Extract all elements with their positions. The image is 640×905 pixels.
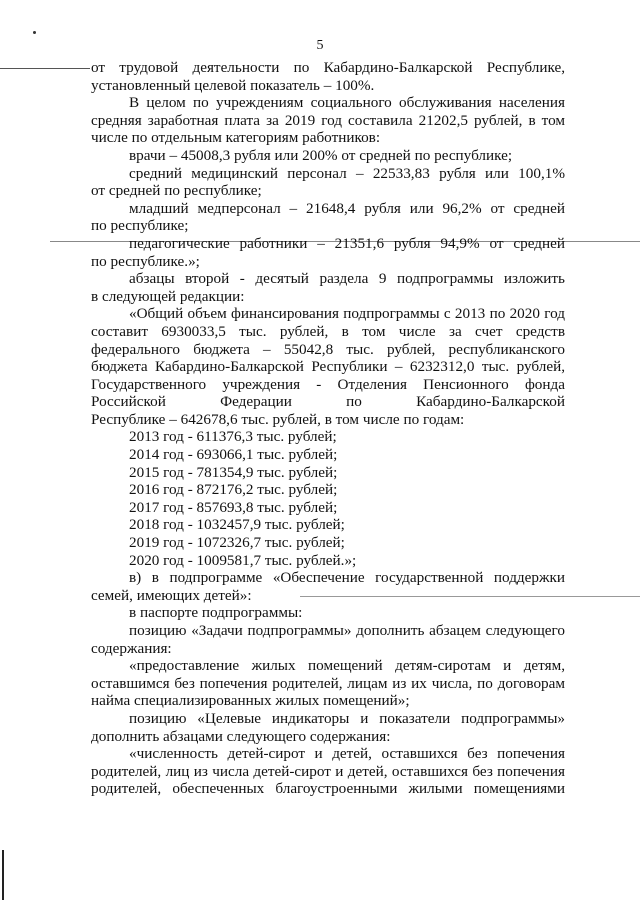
text-line: В целом по учреждениям социального обслуживания населения xyxy=(129,94,565,112)
text-line: в следующей редакции: xyxy=(91,287,245,305)
text-line: позицию «Задачи подпрограммы» дополнить абзацем следующего xyxy=(129,622,565,639)
scan-speck xyxy=(33,31,36,34)
text-line: Российской Федерации по Кабардино-Балкарской xyxy=(91,393,565,411)
text-line: содержания: xyxy=(91,639,172,657)
text-line: найма специализированных жилых помещений»; xyxy=(91,692,410,710)
scan-edge-mark xyxy=(2,850,4,900)
document-body xyxy=(91,59,565,798)
text-line: «Общий объем финансирования подпрограммы с 2013 по 2020 год xyxy=(129,305,565,323)
fold-line-top xyxy=(0,68,90,69)
text-line: в паспорте подпрограммы: xyxy=(129,604,303,622)
text-line: Республике – 642678,6 тыс. рублей, в том числе по годам: xyxy=(91,410,465,428)
text-line: Государственного учреждения - Отделения Пенсионного фонда xyxy=(91,375,565,393)
text-line: по республике.»; xyxy=(91,252,200,270)
text-line: средняя заработная плата за 2019 год составила 21202,5 рублей, в том xyxy=(91,111,565,129)
text-line: родителей, обеспеченных благоустроенными жилыми помещениями xyxy=(91,780,565,798)
text-line: врачи – 45008,3 рубля или 200% от средней по республике; xyxy=(129,146,513,164)
text-line: родителей, лиц из числа детей-сирот и детей, оставшихся без попечения xyxy=(91,762,565,780)
text-line: 2020 год - 1009581,7 тыс. рублей.»; xyxy=(129,551,357,569)
text-line: «численность детей-сирот и детей, оставшихся без попечения xyxy=(129,745,565,763)
text-line: младший медперсонал – 21648,4 рубля или 96,2% от средней xyxy=(129,199,565,217)
text-line: семей, имеющих детей»: xyxy=(91,586,252,604)
text-line: 2015 год - 781354,9 тыс. рублей; xyxy=(129,463,338,481)
text-line: федерального бюджета – 55042,8 тыс. рублей, республиканского xyxy=(91,340,565,358)
text-line: по республике; xyxy=(91,217,189,235)
page-number: 5 xyxy=(316,38,324,53)
text-line: позицию «Целевые индикаторы и показатели подпрограммы» xyxy=(129,709,565,727)
text-line: 2013 год - 611376,3 тыс. рублей; xyxy=(129,428,337,446)
text-line: бюджета Кабардино-Балкарской Республики – 6232312,0 тыс. рублей, xyxy=(91,358,565,376)
text-line: оставшимся без попечения родителей, лицам из их числа, по договорам xyxy=(91,674,565,692)
text-line: от трудовой деятельности по Кабардино-Балкарской Республике, xyxy=(91,59,565,76)
text-line: составит 6930033,5 тыс. рублей, в том числе за счет средств xyxy=(91,322,565,340)
text-line: дополнить абзацами следующего содержания: xyxy=(91,727,391,745)
text-line: 2018 год - 1032457,9 тыс. рублей; xyxy=(129,516,345,534)
text-line: 2016 год - 872176,2 тыс. рублей; xyxy=(129,481,338,499)
text-line: 2014 год - 693066,1 тыс. рублей; xyxy=(129,446,338,464)
text-line: 2019 год - 1072326,7 тыс. рублей; xyxy=(129,534,345,552)
text-line: 2017 год - 857693,8 тыс. рублей; xyxy=(129,498,338,516)
text-line: «предоставление жилых помещений детям-сиротам и детям, xyxy=(129,657,565,675)
text-line: числе по отдельным категориям работников: xyxy=(91,129,381,147)
text-line: установленный целевой показатель – 100%. xyxy=(91,76,375,94)
text-line: в) в подпрограмме «Обеспечение государственной поддержки xyxy=(129,569,565,587)
text-line: педагогические работники – 21351,6 рубля 94,9% от средней xyxy=(129,234,565,252)
text-line: от средней по республике; xyxy=(91,182,262,200)
text-line: средний медицинский персонал – 22533,83 рубля или 100,1% xyxy=(129,164,565,182)
text-line: абзацы второй - десятый раздела 9 подпрограммы изложить xyxy=(129,270,565,288)
